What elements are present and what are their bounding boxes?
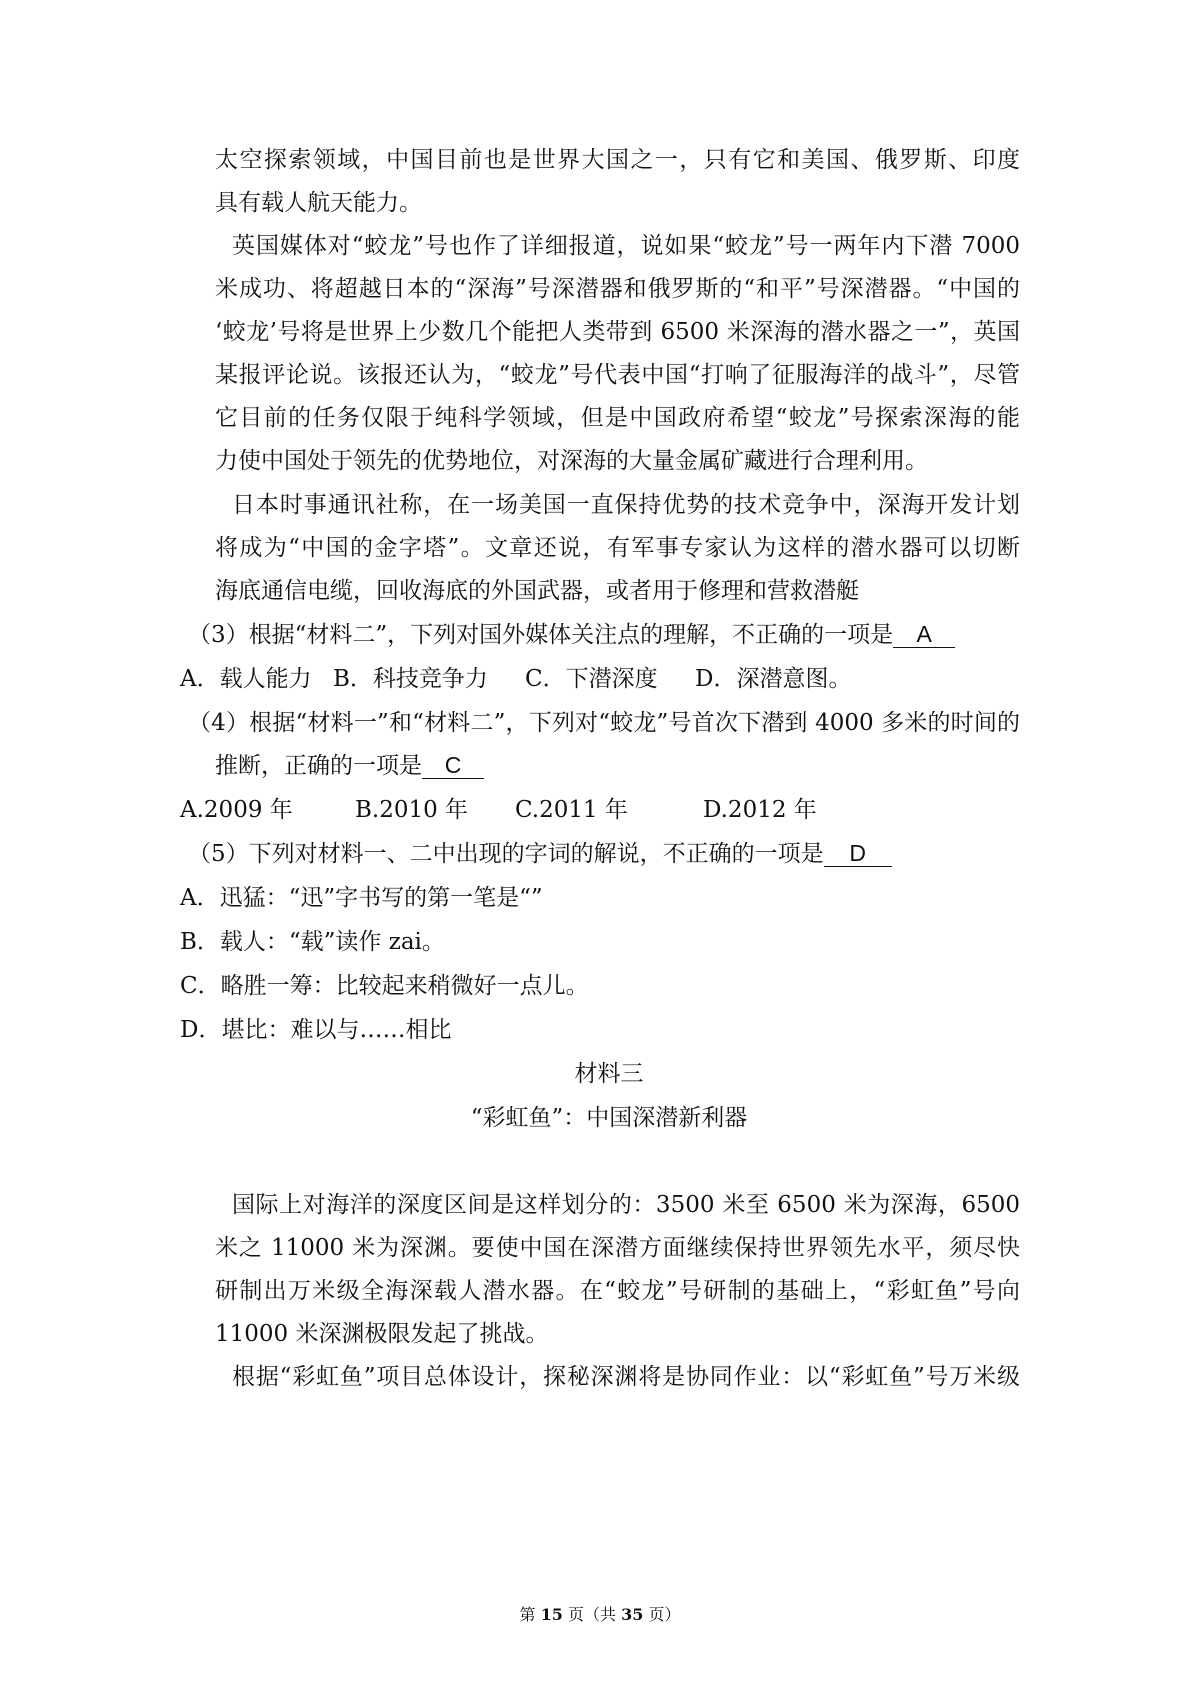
paragraph-line: 研制出万米级全海深载人潜水器。在“蛟龙”号研制的基础上，“彩虹鱼”号向 — [215, 1278, 1020, 1304]
footer-prefix: 第 — [519, 1605, 536, 1624]
paragraph-line: 11000 米深渊极限发起了挑战。 — [215, 1321, 549, 1347]
question-3-option-b: B．科技竞争力 — [333, 666, 488, 692]
paragraph-line: 它目前的任务仅限于纯科学领域，但是中国政府希望“蛟龙”号探索深海的能 — [215, 405, 1020, 431]
paragraph-line: 具有载人航天能力。 — [215, 190, 422, 216]
paragraph-line: 日本时事通讯社称，在一场美国一直保持优势的技术竞争中，深海开发计划 — [232, 492, 1020, 518]
question-5-option-a: A．迅猛：“迅”字书写的第一笔是“” — [180, 885, 543, 911]
question-5-option-d: D．堪比：难以与……相比 — [180, 1017, 452, 1043]
paragraph-line: 米之 11000 米为深渊。要使中国在深潜方面继续保持世界领先水平，须尽快 — [215, 1235, 1020, 1261]
paragraph-line: 海底通信电缆，回收海底的外国武器，或者用于修理和营救潜艇 — [215, 578, 859, 604]
material-heading: 材料三 — [574, 1061, 644, 1087]
question-4-answer: C — [422, 752, 484, 779]
material-title: “彩虹鱼”：中国深潜新利器 — [470, 1105, 748, 1131]
question-3-answer: A — [893, 621, 955, 648]
paragraph-line: 将成为“中国的金字塔”。文章还说，有军事专家认为这样的潜水器可以切断 — [215, 535, 1020, 561]
paragraph-line: 力使中国处于领先的优势地位，对深海的大量金属矿藏进行合理利用。 — [215, 448, 928, 474]
paragraph-line: 英国媒体对“蛟龙”号也作了详细报道，说如果“蛟龙”号一两年内下潜 7000 — [232, 233, 1020, 259]
question-4-text: 推断，正确的一项是 — [215, 753, 422, 779]
question-4-option-c: C.2011 年 — [515, 797, 628, 823]
footer-page-number: 15 — [540, 1605, 563, 1624]
footer-suffix: 页） — [648, 1605, 681, 1624]
question-4-stem: （4）根据“材料一”和“材料二”，下列对“蛟龙”号首次下潜到 4000 多米的时间的 — [188, 710, 1020, 736]
question-3-option-a: A．载人能力 — [180, 666, 312, 692]
question-4-option-a: A.2009 年 — [180, 797, 293, 823]
question-5-text: （5）下列对材料一、二中出现的字词的解说，不正确的一项是 — [188, 841, 824, 867]
paragraph-line: 米成功、将超越日本的“深海”号深潜器和俄罗斯的“和平”号深潜器。“中国的 — [215, 276, 1020, 302]
question-3-option-c: C．下潜深度 — [525, 666, 658, 692]
question-5-option-b: B．载人：“载”读作 zai。 — [180, 929, 445, 955]
question-5-stem — [188, 839, 892, 869]
paragraph-line: 某报评论说。该报还认为，“蛟龙”号代表中国“打响了征服海洋的战斗”，尽管 — [215, 362, 1020, 388]
question-3-text: （3）根据“材料二”，下列对国外媒体关注点的理解，不正确的一项是 — [188, 622, 894, 648]
footer-total-pages: 35 — [621, 1605, 644, 1624]
question-4-stem-cont — [215, 751, 484, 781]
question-4-option-d: D.2012 年 — [703, 797, 817, 823]
question-4-option-b: B.2010 年 — [355, 797, 469, 823]
question-5-answer: D — [824, 840, 892, 867]
paragraph-line: ‘蛟龙’号将是世界上少数几个能把人类带到 6500 米深海的潜水器之一”，英国 — [215, 319, 1020, 345]
paragraph-line: 根据“彩虹鱼”项目总体设计，探秘深渊将是协同作业：以“彩虹鱼”号万米级 — [232, 1364, 1020, 1390]
question-3-option-d: D．深潜意图。 — [695, 666, 852, 692]
question-3-stem — [188, 620, 955, 650]
paragraph-line: 国际上对海洋的深度区间是这样划分的：3500 米至 6500 米为深海，6500 — [232, 1192, 1020, 1218]
paragraph-line: 太空探索领域，中国目前也是世界大国之一，只有它和美国、俄罗斯、印度 — [215, 147, 1020, 173]
page-footer — [0, 1605, 1200, 1625]
question-5-option-c: C．略胜一筹：比较起来稍微好一点儿。 — [180, 973, 589, 999]
footer-middle: 页（共 — [567, 1605, 616, 1624]
